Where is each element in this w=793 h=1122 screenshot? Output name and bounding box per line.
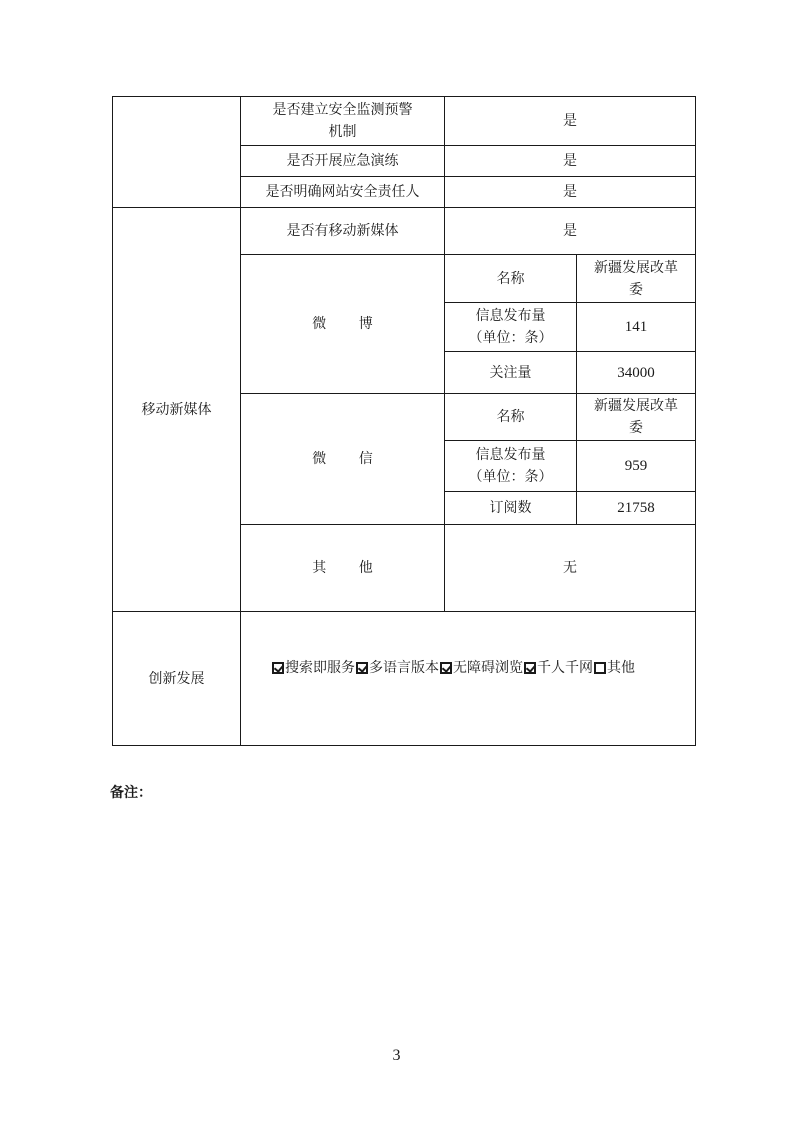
wechat-subscribers-label: 订阅数 — [444, 491, 577, 525]
weibo-name-label: 名称 — [444, 254, 577, 303]
security-section-cell — [112, 96, 241, 208]
other-value: 无 — [444, 524, 696, 612]
page-number: 3 — [392, 1047, 401, 1064]
weibo-posts-value: 141 — [576, 302, 696, 352]
responsible-label: 是否明确网站安全责任人 — [240, 176, 445, 208]
innovation-label: 创新发展 — [112, 611, 241, 746]
wechat-label: 微 信 — [240, 393, 445, 525]
checkbox-icon — [272, 662, 284, 674]
other-label: 其 他 — [240, 524, 445, 612]
wechat-subscribers-value: 21758 — [576, 491, 696, 525]
monitoring-label: 是否建立安全监测预警 机制 — [240, 96, 445, 146]
weibo-posts-label: 信息发布量 （单位：条） — [444, 302, 577, 352]
media-section-label: 移动新媒体 — [112, 207, 241, 612]
wechat-posts-value: 959 — [576, 440, 696, 492]
has-media-label: 是否有移动新媒体 — [240, 207, 445, 255]
checkbox-icon — [440, 662, 452, 674]
option-accessibility: 无障碍浏览 — [453, 660, 523, 676]
remark-label: 备注： — [110, 785, 152, 801]
weibo-label: 微 博 — [240, 254, 445, 394]
weibo-followers-value: 34000 — [576, 351, 696, 394]
responsible-value: 是 — [444, 176, 696, 208]
wechat-name-label: 名称 — [444, 393, 577, 441]
option-multilingual: 多语言版本 — [369, 660, 439, 676]
wechat-name-value: 新疆发展改革 委 — [576, 393, 696, 441]
monitoring-value: 是 — [444, 96, 696, 146]
weibo-followers-label: 关注量 — [444, 351, 577, 394]
wechat-posts-label: 信息发布量 （单位：条） — [444, 440, 577, 492]
option-personalized: 千人千网 — [537, 660, 593, 676]
option-other: 其他 — [607, 660, 635, 676]
drill-value: 是 — [444, 145, 696, 177]
innovation-options — [271, 657, 635, 679]
drill-label: 是否开展应急演练 — [240, 145, 445, 177]
innovation-options-cell — [240, 611, 696, 746]
option-search-as-service: 搜索即服务 — [285, 660, 355, 676]
checkbox-icon — [594, 662, 606, 674]
checkbox-icon — [356, 662, 368, 674]
checkbox-icon — [524, 662, 536, 674]
weibo-name-value: 新疆发展改革 委 — [576, 254, 696, 303]
has-media-value: 是 — [444, 207, 696, 255]
